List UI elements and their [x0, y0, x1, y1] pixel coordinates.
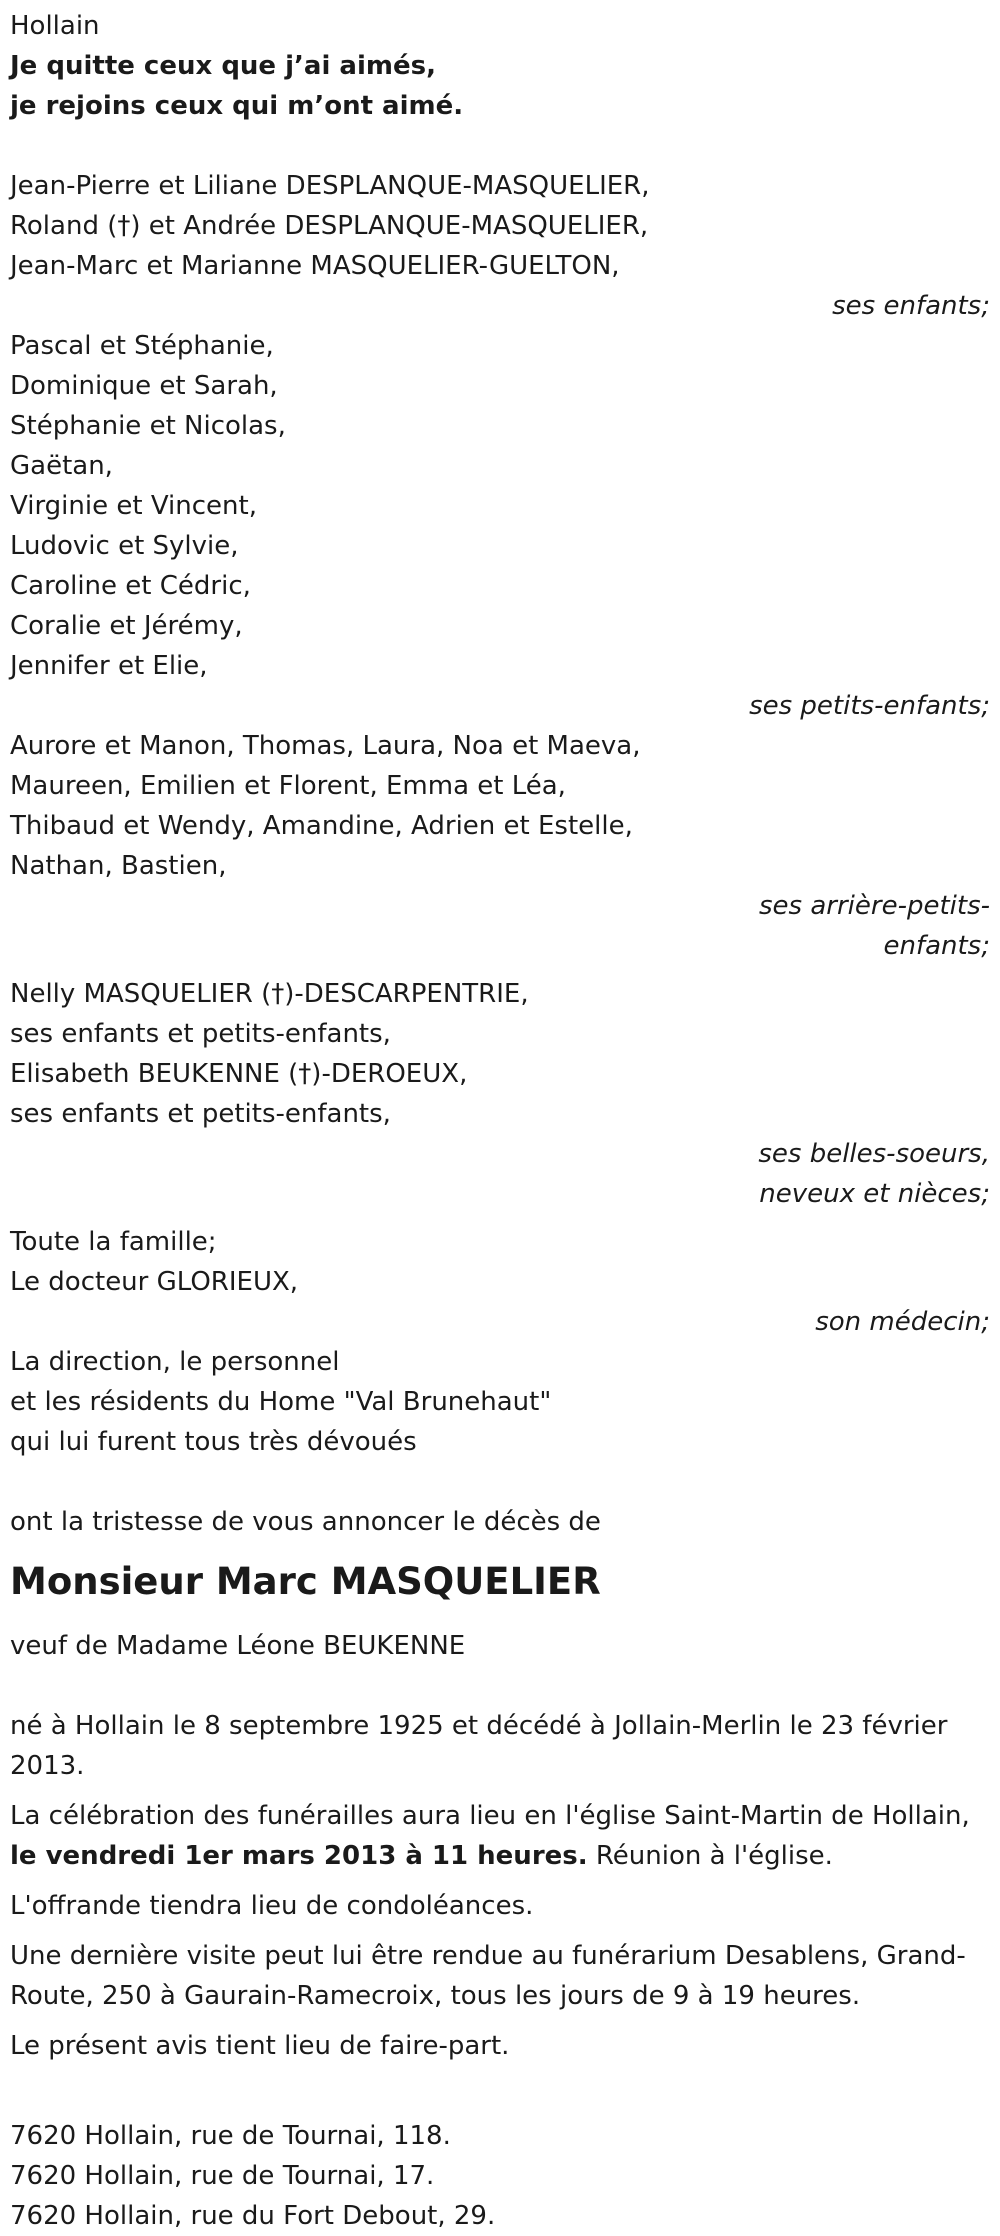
- ceremony-text: [10, 1796, 990, 1876]
- grandchildren-section: [10, 326, 1000, 726]
- great-grandchildren-role-line-1: ses arrière-petits-: [759, 891, 990, 921]
- in-laws-role-line-2: neveux et nièces;: [759, 1179, 990, 1209]
- child-entry: Jean-Pierre et Liliane DESPLANQUE-MASQUELIER,: [10, 171, 650, 201]
- addresses-section: [10, 2116, 1000, 2236]
- home-line: La direction, le personnel: [10, 1347, 340, 1377]
- grandchild-entry: Jennifer et Elie,: [10, 651, 208, 681]
- great-grandchild-entry: Aurore et Manon, Thomas, Laura, Noa et Maeva,: [10, 731, 641, 761]
- grandchild-entry: Ludovic et Sylvie,: [10, 531, 239, 561]
- quote-line-1: Je quitte ceux que j’ai aimés,: [10, 51, 436, 81]
- home-line: qui lui furent tous très dévoués: [10, 1427, 417, 1457]
- in-laws-section: [10, 974, 1000, 1214]
- address-line: 7620 Hollain, rue de Tournai, 118.: [10, 2121, 451, 2151]
- grandchild-entry: Dominique et Sarah,: [10, 371, 278, 401]
- in-law-entry: Nelly MASQUELIER (†)-DESCARPENTRIE,: [10, 979, 529, 1009]
- grandchild-entry: Pascal et Stéphanie,: [10, 331, 274, 361]
- grandchild-entry: Stéphanie et Nicolas,: [10, 411, 286, 441]
- family-line: Toute la famille;: [10, 1227, 217, 1257]
- home-section: [10, 1342, 1000, 1462]
- in-law-entry: ses enfants et petits-enfants,: [10, 1019, 391, 1049]
- children-section: [10, 166, 1000, 326]
- home-line: et les résidents du Home "Val Brunehaut": [10, 1387, 552, 1417]
- deceased-name: Monsieur Marc MASQUELIER: [10, 1560, 601, 1603]
- quote-line-2: je rejoins ceux qui m’ont aimé.: [10, 91, 464, 121]
- doctor-line: Le docteur GLORIEUX,: [10, 1267, 299, 1297]
- address-line: 7620 Hollain, rue de Tournai, 17.: [10, 2161, 435, 2191]
- children-role: ses enfants;: [832, 291, 990, 321]
- grandchild-entry: Coralie et Jérémy,: [10, 611, 243, 641]
- child-entry: Jean-Marc et Marianne MASQUELIER-GUELTON,: [10, 251, 620, 281]
- address-line: 7620 Hollain, rue du Fort Debout, 29.: [10, 2201, 496, 2231]
- great-grandchild-entry: Thibaud et Wendy, Amandine, Adrien et Estelle,: [10, 811, 633, 841]
- great-grandchild-entry: Maureen, Emilien et Florent, Emma et Léa,: [10, 771, 566, 801]
- ceremony-date: le vendredi 1er mars 2013 à 11 heures.: [10, 1841, 588, 1871]
- in-law-entry: Elisabeth BEUKENNE (†)-DEROEUX,: [10, 1059, 468, 1089]
- in-laws-role-line-1: ses belles-soeurs,: [758, 1139, 990, 1169]
- grandchild-entry: Virginie et Vincent,: [10, 491, 257, 521]
- grandchildren-role: ses petits-enfants;: [749, 691, 990, 721]
- ceremony-meeting: Réunion à l'église.: [587, 1841, 833, 1871]
- child-entry: Roland (†) et Andrée DESPLANQUE-MASQUELIER,: [10, 211, 649, 241]
- ceremony-intro: La célébration des funérailles aura lieu en l'église Saint-Martin de Hollain,: [10, 1801, 970, 1831]
- widower-line: veuf de Madame Léone BEUKENNE: [10, 1631, 466, 1661]
- in-law-entry: ses enfants et petits-enfants,: [10, 1099, 391, 1129]
- grandchild-entry: Gaëtan,: [10, 451, 113, 481]
- great-grandchild-entry: Nathan, Bastien,: [10, 851, 227, 881]
- great-grandchildren-role-line-2: enfants;: [883, 931, 990, 961]
- notice-text: Le présent avis tient lieu de faire-part.: [10, 2031, 510, 2061]
- offering-text: L'offrande tiendra lieu de condoléances.: [10, 1891, 534, 1921]
- grandchild-entry: Caroline et Cédric,: [10, 571, 251, 601]
- great-grandchildren-section: [10, 726, 1000, 966]
- visit-text: Une dernière visite peut lui être rendue au funérarium Desablens, Grand-Route, 250 à Gaurain-Ramecroix, tous les jours de 9 à 19 heures.: [10, 1941, 966, 2011]
- birth-death-text: né à Hollain le 8 septembre 1925 et décédé à Jollain-Merlin le 23 février 2013.: [10, 1711, 948, 1781]
- family-section: [10, 1222, 1000, 1342]
- announcement-text: ont la tristesse de vous annoncer le décès de: [10, 1507, 601, 1537]
- place-heading: Hollain: [10, 11, 100, 41]
- doctor-role: son médecin;: [815, 1307, 990, 1337]
